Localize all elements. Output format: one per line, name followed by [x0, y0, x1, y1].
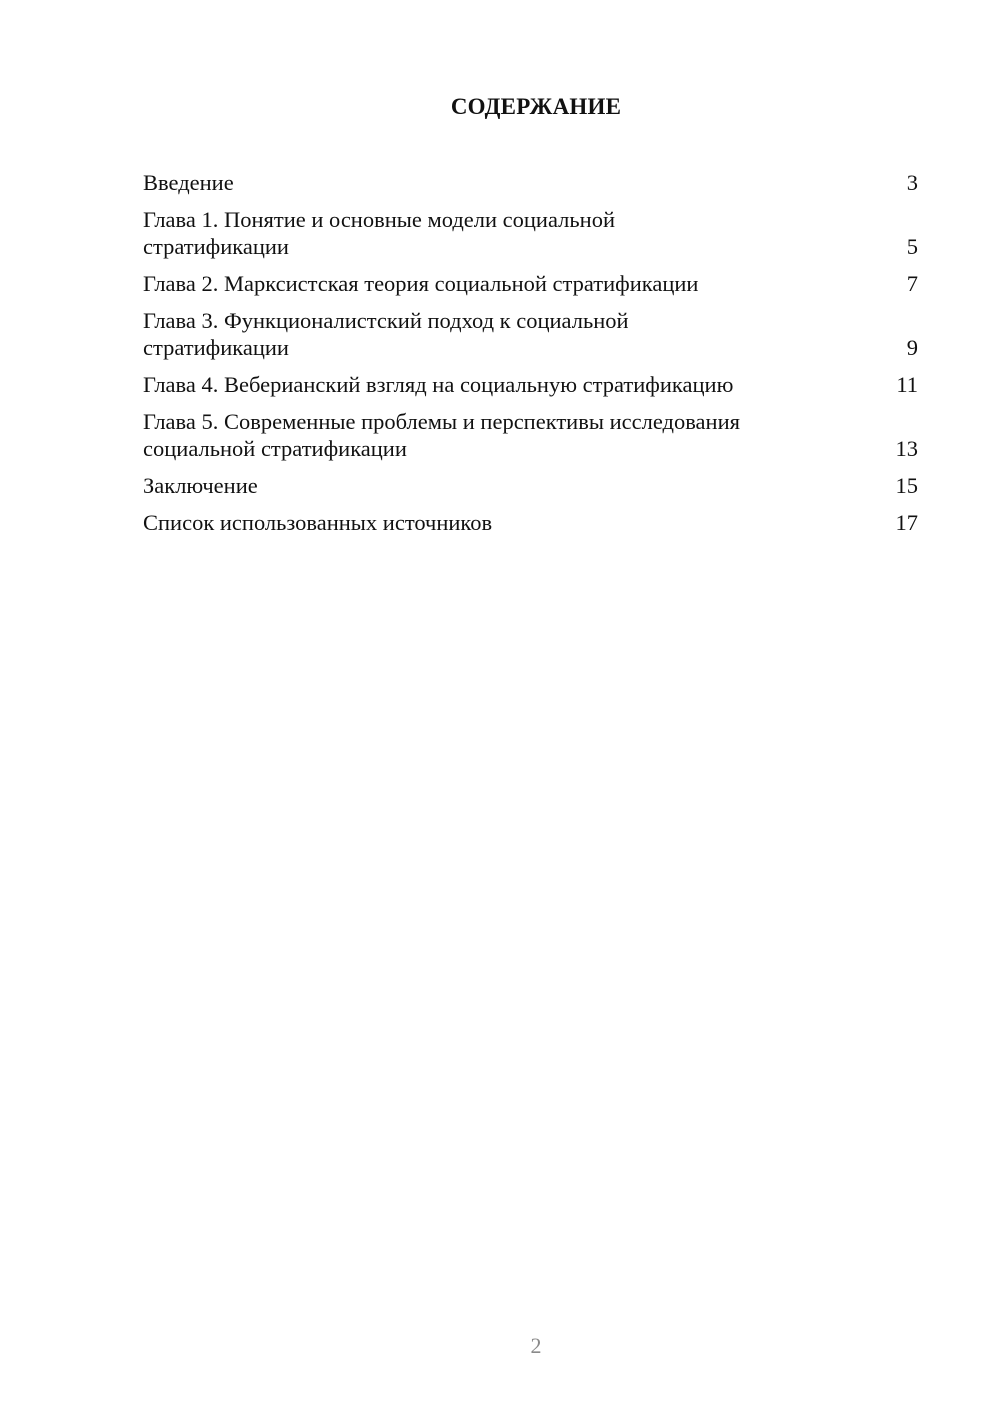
toc-entry-chapter-5[interactable] — [143, 408, 920, 462]
toc-entry-chapter-3[interactable] — [143, 307, 920, 361]
toc-entry-title: Глава 5. Современные проблемы и перспективы исследования социальной стратификации — [143, 409, 740, 461]
toc-entry-title: Введение — [143, 170, 234, 195]
toc-entry-page: 7 — [906, 271, 918, 296]
toc-entry-chapter-4[interactable] — [143, 371, 920, 398]
toc-entry-page: 11 — [896, 372, 918, 397]
toc-entry-title: Список использованных источников — [143, 510, 493, 535]
page-number: 2 — [530, 1333, 542, 1358]
toc-entry-title: Глава 3. Функционалистский подход к социальной стратификации — [143, 308, 629, 360]
toc-entry-page: 3 — [906, 170, 918, 195]
toc-entry-introduction[interactable] — [143, 169, 920, 196]
toc-entry-title: Заключение — [143, 473, 258, 498]
toc-entry-references[interactable] — [143, 509, 920, 536]
toc-entry-title: Глава 1. Понятие и основные модели социальной стратификации — [143, 207, 615, 259]
toc-entry-chapter-1[interactable] — [143, 206, 920, 260]
toc-entry-page: 15 — [895, 473, 918, 498]
toc-entry-page: 17 — [895, 510, 918, 535]
toc-entry-title: Глава 4. Веберианский взгляд на социальную стратификацию — [143, 372, 734, 397]
toc-entry-page: 13 — [895, 436, 918, 461]
toc-entry-chapter-2[interactable] — [143, 270, 920, 297]
toc-entry-title: Глава 2. Марксистская теория социальной стратификации — [143, 271, 699, 296]
toc-entry-page: 5 — [906, 234, 918, 259]
table-of-contents — [143, 169, 920, 546]
toc-entry-page: 9 — [906, 335, 918, 360]
toc-entry-conclusion[interactable] — [143, 472, 920, 499]
page-title: СОДЕРЖАНИЕ — [450, 94, 622, 119]
